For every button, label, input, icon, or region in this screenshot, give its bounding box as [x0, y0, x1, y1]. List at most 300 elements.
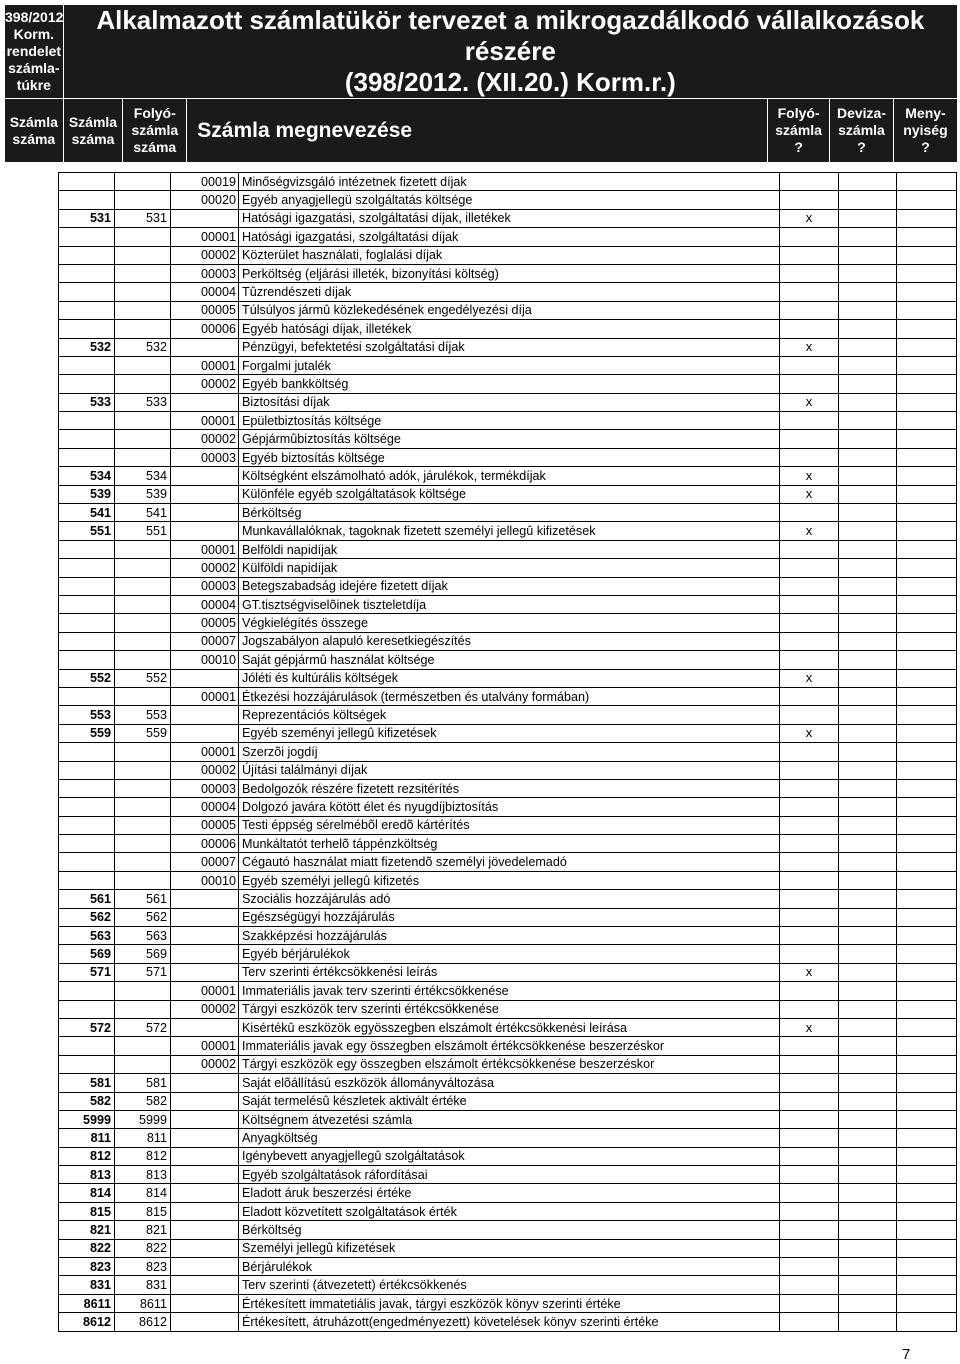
quantity-flag-cell: [897, 927, 957, 945]
current-account-flag-cell: [780, 283, 839, 301]
current-account-flag-cell: [780, 595, 839, 613]
quantity-flag-cell: [897, 779, 957, 797]
currency-account-flag-cell: [839, 522, 897, 540]
current-account-flag-cell: [780, 908, 839, 926]
current-account-flag-cell: x: [780, 338, 839, 356]
sub-account-cell: [171, 1166, 239, 1184]
quantity-flag-cell: [897, 1110, 957, 1128]
current-account-flag-cell: [780, 559, 839, 577]
sub-account-cell: 00004: [171, 798, 239, 816]
table-row: [59, 228, 957, 246]
sub-account-cell: 00001: [171, 1037, 239, 1055]
current-account-flag-cell: [780, 982, 839, 1000]
table-row: [59, 375, 957, 393]
table-row: [59, 945, 957, 963]
account-number-cell: 813: [59, 1166, 115, 1184]
table-row: [59, 1184, 957, 1202]
account-number-cell: 531: [59, 209, 115, 227]
account-number-cell: [59, 264, 115, 282]
sub-account-cell: 00010: [171, 871, 239, 889]
account-number-alt-cell: [115, 853, 171, 871]
account-number-alt-cell: [115, 595, 171, 613]
currency-account-flag-cell: [839, 743, 897, 761]
account-number-alt-cell: [115, 540, 171, 558]
sub-account-cell: [171, 724, 239, 742]
currency-account-flag-cell: [839, 375, 897, 393]
current-account-flag-cell: [780, 927, 839, 945]
account-number-alt-cell: [115, 320, 171, 338]
account-number-cell: [59, 356, 115, 374]
table-row: [59, 1147, 957, 1165]
quantity-flag-cell: [897, 577, 957, 595]
sub-account-cell: [171, 467, 239, 485]
account-number-alt-cell: 5999: [115, 1110, 171, 1128]
current-account-flag-cell: [780, 1294, 839, 1312]
table-row: [59, 485, 957, 503]
current-account-flag-cell: [780, 375, 839, 393]
quantity-flag-cell: [897, 1018, 957, 1036]
sub-account-cell: [171, 890, 239, 908]
account-number-alt-cell: [115, 577, 171, 595]
sub-account-cell: 00001: [171, 687, 239, 705]
account-name-cell: Egyéb bankköltség: [239, 375, 780, 393]
currency-account-flag-cell: [839, 173, 897, 191]
sub-account-cell: [171, 963, 239, 981]
account-number-alt-cell: 812: [115, 1147, 171, 1165]
quantity-flag-cell: [897, 1166, 957, 1184]
account-number-cell: [59, 651, 115, 669]
currency-account-flag-cell: [839, 963, 897, 981]
account-number-alt-cell: 563: [115, 927, 171, 945]
table-row: [59, 1258, 957, 1276]
account-name-cell: Egyéb hatósági díjak, illetékek: [239, 320, 780, 338]
quantity-flag-cell: [897, 816, 957, 834]
quantity-flag-cell: [897, 559, 957, 577]
current-account-flag-cell: [780, 1184, 839, 1202]
current-account-flag-cell: x: [780, 669, 839, 687]
sub-account-cell: 00003: [171, 779, 239, 797]
account-number-alt-cell: [115, 430, 171, 448]
quantity-flag-cell: [897, 614, 957, 632]
account-number-cell: [59, 448, 115, 466]
currency-account-flag-cell: [839, 412, 897, 430]
col-header-account-name: Számla megnevezése: [187, 99, 768, 163]
table-row: [59, 798, 957, 816]
account-number-cell: [59, 871, 115, 889]
account-number-cell: 552: [59, 669, 115, 687]
account-name-cell: Bérköltség: [239, 504, 780, 522]
page-number: 7: [902, 1346, 911, 1363]
account-number-alt-cell: 561: [115, 890, 171, 908]
account-number-alt-cell: 552: [115, 669, 171, 687]
accounts-table-body: [59, 173, 957, 1332]
sub-account-cell: 00001: [171, 540, 239, 558]
account-name-cell: Saját elõállítású eszközök állományváltozása: [239, 1074, 780, 1092]
account-name-cell: Terv szerinti értékcsökkenési leírás: [239, 963, 780, 981]
account-name-cell: Biztosítási díjak: [239, 393, 780, 411]
quantity-flag-cell: [897, 375, 957, 393]
current-account-flag-cell: [780, 1258, 839, 1276]
currency-account-flag-cell: [839, 1294, 897, 1312]
currency-account-flag-cell: [839, 614, 897, 632]
account-number-alt-cell: 8612: [115, 1313, 171, 1331]
table-row: [59, 632, 957, 650]
account-number-cell: [59, 798, 115, 816]
account-number-cell: [59, 595, 115, 613]
quantity-flag-cell: [897, 356, 957, 374]
account-number-cell: 562: [59, 908, 115, 926]
account-name-cell: Pénzügyi, befektetési szolgáltatási díjak: [239, 338, 780, 356]
sub-account-cell: [171, 1129, 239, 1147]
current-account-flag-cell: x: [780, 209, 839, 227]
current-account-flag-cell: x: [780, 522, 839, 540]
account-name-cell: Gépjármûbiztosítás költsége: [239, 430, 780, 448]
account-number-cell: [59, 632, 115, 650]
quantity-flag-cell: [897, 191, 957, 209]
account-number-cell: [59, 1037, 115, 1055]
quantity-flag-cell: [897, 1037, 957, 1055]
table-row: [59, 1239, 957, 1257]
account-number-alt-cell: [115, 687, 171, 705]
account-name-cell: Forgalmi jutalék: [239, 356, 780, 374]
table-row: [59, 577, 957, 595]
account-name-cell: Saját termelésû készletek aktivált értéke: [239, 1092, 780, 1110]
current-account-flag-cell: [780, 412, 839, 430]
currency-account-flag-cell: [839, 816, 897, 834]
table-row: [59, 264, 957, 282]
account-number-alt-cell: 551: [115, 522, 171, 540]
table-row: [59, 595, 957, 613]
current-account-flag-cell: [780, 1166, 839, 1184]
current-account-flag-cell: [780, 1074, 839, 1092]
table-row: [59, 338, 957, 356]
current-account-flag-cell: [780, 301, 839, 319]
current-account-flag-cell: x: [780, 393, 839, 411]
account-name-cell: Perköltség (eljárási illeték, bizonyítási költség): [239, 264, 780, 282]
account-number-alt-cell: [115, 632, 171, 650]
currency-account-flag-cell: [839, 246, 897, 264]
table-row: [59, 687, 957, 705]
account-number-alt-cell: [115, 173, 171, 191]
account-name-cell: Étkezési hozzájárulások (természetben és utalvány formában): [239, 687, 780, 705]
currency-account-flag-cell: [839, 871, 897, 889]
account-number-cell: 811: [59, 1129, 115, 1147]
account-number-alt-cell: 539: [115, 485, 171, 503]
account-number-alt-cell: [115, 743, 171, 761]
table-row: [59, 1074, 957, 1092]
table-row: [59, 522, 957, 540]
account-name-cell: Tárgyi eszközök terv szerinti értékcsökkenése: [239, 1000, 780, 1018]
account-number-alt-cell: [115, 375, 171, 393]
account-number-cell: 8611: [59, 1294, 115, 1312]
table-row: [59, 393, 957, 411]
sub-account-cell: 00002: [171, 375, 239, 393]
account-name-cell: Dolgozó javára kötött élet és nyugdíjbiztosítás: [239, 798, 780, 816]
currency-account-flag-cell: [839, 228, 897, 246]
table-row: [59, 1221, 957, 1239]
account-number-cell: [59, 301, 115, 319]
table-row: [59, 467, 957, 485]
sub-account-cell: 00003: [171, 264, 239, 282]
table-row: [59, 963, 957, 981]
table-row: [59, 614, 957, 632]
account-name-cell: Közterület használati, foglalási díjak: [239, 246, 780, 264]
account-number-cell: [59, 283, 115, 301]
sub-account-cell: [171, 1258, 239, 1276]
account-name-cell: Kisértékû eszközök egyösszegben elszámolt értékcsökkenési leírása: [239, 1018, 780, 1036]
quantity-flag-cell: [897, 173, 957, 191]
account-number-cell: 551: [59, 522, 115, 540]
account-number-alt-cell: [115, 283, 171, 301]
current-account-flag-cell: [780, 1000, 839, 1018]
sub-account-cell: 00005: [171, 614, 239, 632]
sub-account-cell: [171, 1221, 239, 1239]
quantity-flag-cell: [897, 835, 957, 853]
currency-account-flag-cell: [839, 191, 897, 209]
current-account-flag-cell: x: [780, 963, 839, 981]
quantity-flag-cell: [897, 1276, 957, 1294]
account-name-cell: Egyéb biztosítás költsége: [239, 448, 780, 466]
table-row: [59, 191, 957, 209]
current-account-flag-cell: [780, 191, 839, 209]
sub-account-cell: [171, 927, 239, 945]
account-number-cell: [59, 540, 115, 558]
account-number-cell: [59, 246, 115, 264]
currency-account-flag-cell: [839, 1166, 897, 1184]
currency-account-flag-cell: [839, 982, 897, 1000]
account-number-cell: [59, 816, 115, 834]
quantity-flag-cell: [897, 1055, 957, 1073]
account-number-cell: 822: [59, 1239, 115, 1257]
account-number-alt-cell: [115, 1000, 171, 1018]
sub-account-cell: 00020: [171, 191, 239, 209]
table-row: [59, 724, 957, 742]
account-name-cell: Betegszabadság idejére fizetett díjak: [239, 577, 780, 595]
account-number-cell: [59, 687, 115, 705]
account-name-cell: Egészségügyi hozzájárulás: [239, 908, 780, 926]
account-number-cell: 8612: [59, 1313, 115, 1331]
sub-account-cell: [171, 1239, 239, 1257]
account-number-alt-cell: 831: [115, 1276, 171, 1294]
table-row: [59, 246, 957, 264]
current-account-flag-cell: [780, 816, 839, 834]
quantity-flag-cell: [897, 908, 957, 926]
account-number-cell: [59, 1000, 115, 1018]
sub-account-cell: [171, 522, 239, 540]
account-number-cell: 553: [59, 706, 115, 724]
quantity-flag-cell: [897, 1184, 957, 1202]
quantity-flag-cell: [897, 320, 957, 338]
quantity-flag-cell: [897, 1221, 957, 1239]
account-name-cell: Értékesített immatetiális javak, tárgyi eszközök könyv szerinti értéke: [239, 1294, 780, 1312]
table-row: [59, 651, 957, 669]
current-account-flag-cell: [780, 651, 839, 669]
current-account-flag-cell: [780, 1202, 839, 1220]
quantity-flag-cell: [897, 595, 957, 613]
account-name-cell: Bérjárulékok: [239, 1258, 780, 1276]
account-number-cell: 814: [59, 1184, 115, 1202]
col-header-account-number-2: Számla száma: [63, 99, 123, 163]
currency-account-flag-cell: [839, 559, 897, 577]
account-number-cell: 559: [59, 724, 115, 742]
quantity-flag-cell: [897, 669, 957, 687]
account-name-cell: Saját gépjármû használat költsége: [239, 651, 780, 669]
account-name-cell: Jogszabályon alapuló keresetkiegészítés: [239, 632, 780, 650]
currency-account-flag-cell: [839, 1258, 897, 1276]
quantity-flag-cell: [897, 393, 957, 411]
account-number-alt-cell: 532: [115, 338, 171, 356]
account-number-cell: 569: [59, 945, 115, 963]
account-name-cell: Immateriális javak egy összegben elszámolt értékcsökkenése beszerzéskor: [239, 1037, 780, 1055]
quantity-flag-cell: [897, 687, 957, 705]
table-row: [59, 540, 957, 558]
sub-account-cell: 00007: [171, 632, 239, 650]
account-number-cell: 563: [59, 927, 115, 945]
table-row: [59, 283, 957, 301]
table-row: [59, 1294, 957, 1312]
account-name-cell: Bérköltség: [239, 1221, 780, 1239]
table-row: [59, 504, 957, 522]
sub-account-cell: [171, 485, 239, 503]
table-row: [59, 356, 957, 374]
sub-account-cell: [171, 1294, 239, 1312]
currency-account-flag-cell: [839, 504, 897, 522]
account-name-cell: Immateriális javak terv szerinti értékcsökkenése: [239, 982, 780, 1000]
currency-account-flag-cell: [839, 595, 897, 613]
currency-account-flag-cell: [839, 264, 897, 282]
account-number-cell: 581: [59, 1074, 115, 1092]
account-number-alt-cell: 815: [115, 1202, 171, 1220]
current-account-flag-cell: [780, 228, 839, 246]
account-number-alt-cell: [115, 246, 171, 264]
account-number-cell: 582: [59, 1092, 115, 1110]
account-number-alt-cell: [115, 982, 171, 1000]
current-account-flag-cell: [780, 540, 839, 558]
currency-account-flag-cell: [839, 1055, 897, 1073]
account-name-cell: Belföldi napidíjak: [239, 540, 780, 558]
account-name-cell: Tûzrendészeti díjak: [239, 283, 780, 301]
account-number-alt-cell: 531: [115, 209, 171, 227]
currency-account-flag-cell: [839, 1276, 897, 1294]
account-name-cell: Jóléti és kultúrális költségek: [239, 669, 780, 687]
account-number-alt-cell: 823: [115, 1258, 171, 1276]
account-number-alt-cell: [115, 228, 171, 246]
account-number-alt-cell: 813: [115, 1166, 171, 1184]
table-row: [59, 669, 957, 687]
current-account-flag-cell: [780, 853, 839, 871]
quantity-flag-cell: [897, 871, 957, 889]
account-name-cell: Epületbiztosítás költsége: [239, 412, 780, 430]
sub-account-cell: [171, 669, 239, 687]
table-row: [59, 871, 957, 889]
document-title: Alkalmazott számlatükör tervezet a mikrogazdálkodó vállalkozások részére (398/2012. (XII.20.) Korm.r.): [63, 5, 957, 99]
account-number-cell: [59, 761, 115, 779]
table-row: [59, 1037, 957, 1055]
sub-account-cell: 00002: [171, 559, 239, 577]
account-name-cell: Hatósági igazgatási, szolgáltatási díjak: [239, 228, 780, 246]
account-name-cell: Újítási találmányi díjak: [239, 761, 780, 779]
currency-account-flag-cell: [839, 890, 897, 908]
quantity-flag-cell: [897, 283, 957, 301]
quantity-flag-cell: [897, 890, 957, 908]
sub-account-cell: 00003: [171, 577, 239, 595]
sub-account-cell: 00010: [171, 651, 239, 669]
sub-account-cell: 00003: [171, 448, 239, 466]
current-account-flag-cell: x: [780, 1018, 839, 1036]
quantity-flag-cell: [897, 448, 957, 466]
account-number-cell: [59, 191, 115, 209]
account-name-cell: Egyéb szeményi jellegû kifizetések: [239, 724, 780, 742]
account-number-alt-cell: [115, 264, 171, 282]
table-row: [59, 430, 957, 448]
current-account-flag-cell: x: [780, 485, 839, 503]
table-row: [59, 982, 957, 1000]
sub-account-cell: 00002: [171, 1000, 239, 1018]
header-table: [4, 4, 958, 163]
currency-account-flag-cell: [839, 724, 897, 742]
account-number-cell: [59, 982, 115, 1000]
account-number-cell: 571: [59, 963, 115, 981]
account-number-cell: [59, 320, 115, 338]
account-number-alt-cell: 562: [115, 908, 171, 926]
account-number-alt-cell: 553: [115, 706, 171, 724]
quantity-flag-cell: [897, 412, 957, 430]
account-number-alt-cell: [115, 614, 171, 632]
quantity-flag-cell: [897, 301, 957, 319]
table-row: [59, 1055, 957, 1073]
sub-account-cell: 00006: [171, 320, 239, 338]
account-number-alt-cell: [115, 559, 171, 577]
sub-account-cell: 00005: [171, 816, 239, 834]
account-number-alt-cell: [115, 356, 171, 374]
sub-account-cell: [171, 504, 239, 522]
current-account-flag-cell: [780, 320, 839, 338]
quantity-flag-cell: [897, 945, 957, 963]
account-number-cell: [59, 779, 115, 797]
account-name-cell: Cégautó használat miatt fizetendõ személyi jövedelemadó: [239, 853, 780, 871]
sub-account-cell: [171, 1184, 239, 1202]
account-name-cell: Végkielégítés összege: [239, 614, 780, 632]
current-account-flag-cell: [780, 687, 839, 705]
current-account-flag-cell: [780, 1092, 839, 1110]
currency-account-flag-cell: [839, 393, 897, 411]
account-name-cell: Egyéb anyagjellegü szolgáltatás költsége: [239, 191, 780, 209]
account-number-alt-cell: 814: [115, 1184, 171, 1202]
quantity-flag-cell: [897, 853, 957, 871]
account-number-cell: [59, 412, 115, 430]
currency-account-flag-cell: [839, 1147, 897, 1165]
account-name-cell: Bedolgozók részére fizetett rezsitérítés: [239, 779, 780, 797]
currency-account-flag-cell: [839, 835, 897, 853]
accounts-table: [58, 172, 957, 1332]
account-name-cell: Munkáltatót terhelõ táppénzköltség: [239, 835, 780, 853]
currency-account-flag-cell: [839, 338, 897, 356]
sub-account-cell: 00001: [171, 982, 239, 1000]
account-number-alt-cell: 821: [115, 1221, 171, 1239]
currency-account-flag-cell: [839, 779, 897, 797]
sub-account-cell: [171, 1313, 239, 1331]
sub-account-cell: 00002: [171, 1055, 239, 1073]
account-name-cell: Testi éppség sérelmébõl eredõ kártérítés: [239, 816, 780, 834]
table-row: [59, 761, 957, 779]
account-number-cell: 831: [59, 1276, 115, 1294]
account-number-cell: [59, 835, 115, 853]
account-number-cell: [59, 228, 115, 246]
account-number-cell: [59, 614, 115, 632]
account-number-alt-cell: 571: [115, 963, 171, 981]
sub-account-cell: 00004: [171, 595, 239, 613]
account-number-alt-cell: 534: [115, 467, 171, 485]
